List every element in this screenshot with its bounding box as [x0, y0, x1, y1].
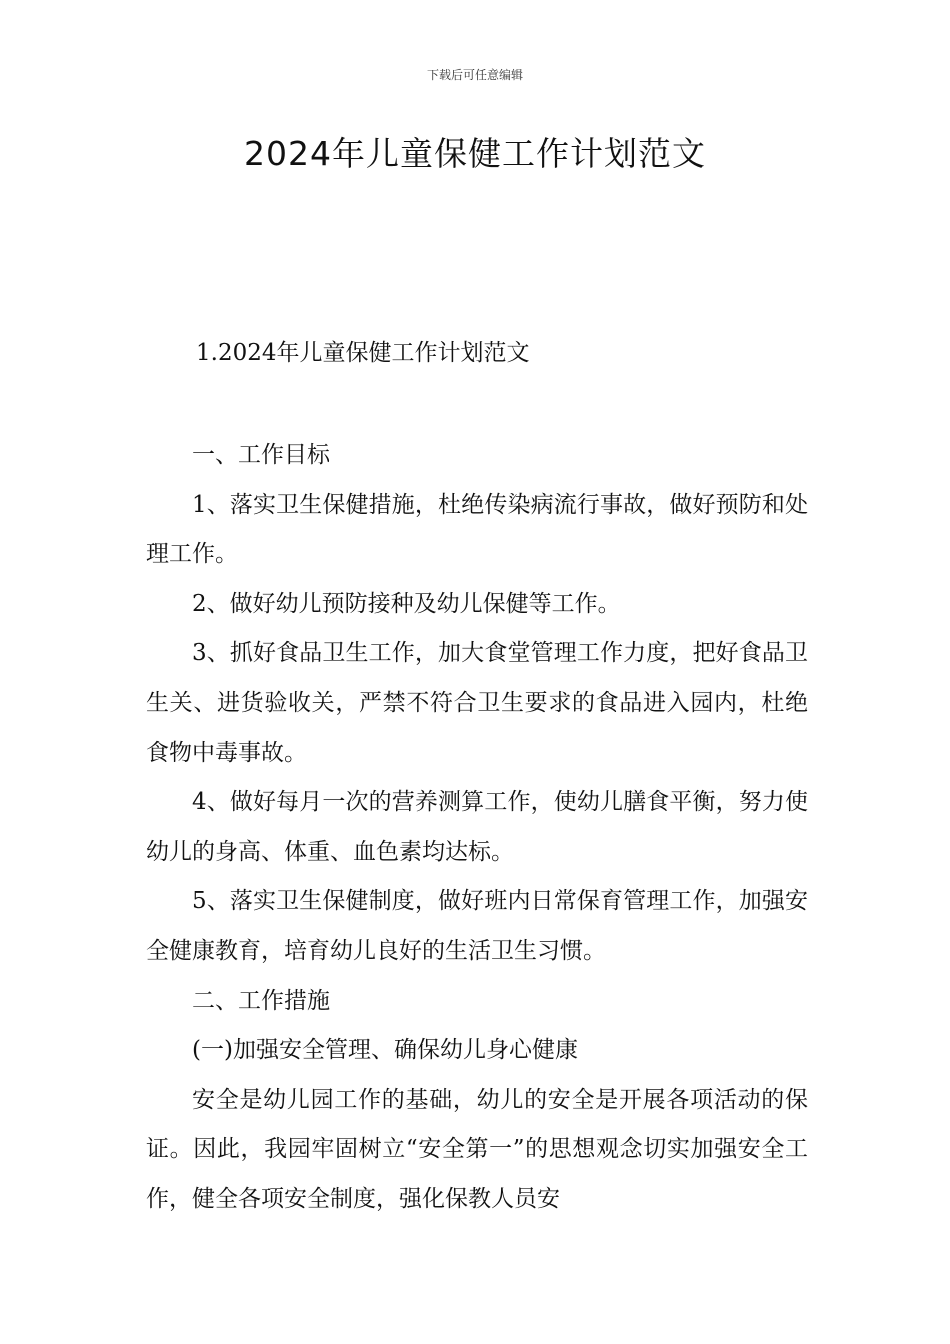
- goal-item-2: 2、做好幼儿预防接种及幼儿保健等工作。: [192, 590, 621, 617]
- goal-item-1: 1、落实卫生保健措施，杜绝传染病流行事故，做好预防和处理工作。: [146, 491, 808, 568]
- heading-work-goals: 一、工作目标: [192, 442, 330, 468]
- document-body: [146, 431, 808, 1225]
- goal-item-3: 3、抓好食品卫生工作，加大食堂管理工作力度，把好食品卫生关、进货验收关，严禁不符合卫生要求的食品进入园内，杜绝食物中毒事故。: [146, 640, 808, 766]
- goal-item-4: 4、做好每月一次的营养测算工作，使幼儿膳食平衡，努力使幼儿的身高、体重、血色素均达标。: [146, 789, 808, 865]
- paragraph-safety: 安全是幼儿园工作的基础，幼儿的安全是开展各项活动的保证。因此，我园牢固树立“安全第一”的思想观念切实加强安全工作，健全各项安全制度，强化保教人员安: [146, 1086, 808, 1212]
- document-title: 2024年儿童保健工作计划范文: [244, 134, 706, 173]
- goal-item-5: 5、落实卫生保健制度，做好班内日常保育管理工作，加强安全健康教育，培育幼儿良好的生活卫生习惯。: [146, 888, 808, 964]
- header-note: 下载后可任意编辑: [426, 68, 523, 82]
- subheading-safety-management: (一)加强安全管理、确保幼儿身心健康: [192, 1037, 578, 1064]
- section-title: 1.2024年儿童保健工作计划范文: [196, 340, 530, 366]
- heading-work-measures: 二、工作措施: [192, 987, 330, 1014]
